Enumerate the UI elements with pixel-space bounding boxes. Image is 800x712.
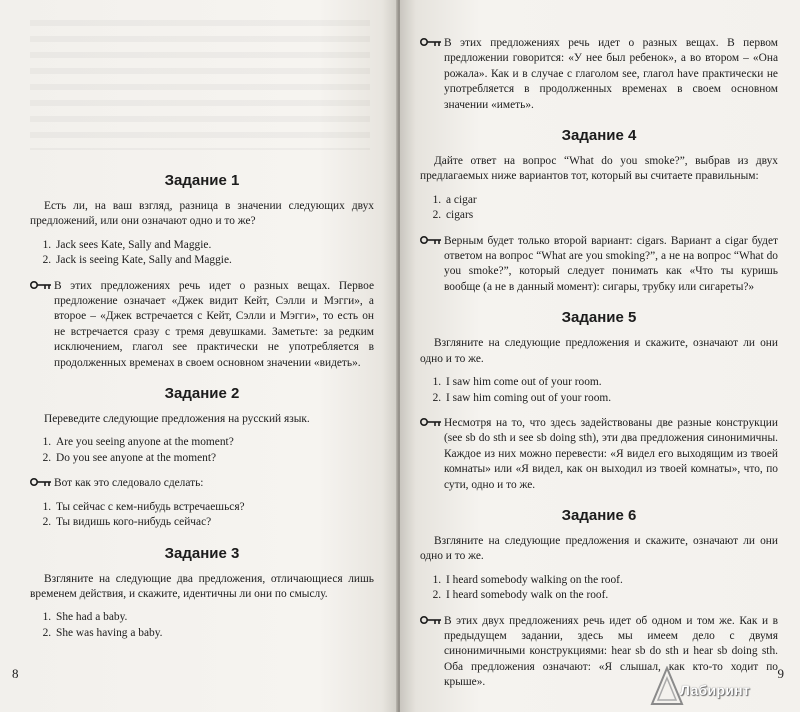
right-page xyxy=(400,0,800,712)
task-3-answer xyxy=(420,36,778,113)
list-item: 1. I saw him come out of your room. xyxy=(444,375,778,390)
list-item: 2. She was having a baby. xyxy=(54,626,374,641)
answer-text: Верным будет только второй вариант: cigars. Вариант a cigar будет ответом на вопрос “What are you smoking?”, а не на вопрос “What do you smoke?”, который следует понимать как «Что ты куришь вообще (а не в данный момент): сигары, трубку или сигареты?» xyxy=(444,234,778,293)
watermark-text: Лабиринт xyxy=(680,682,751,698)
key-icon xyxy=(420,417,442,432)
bleed-through-text xyxy=(30,20,370,150)
page-number-right: 9 xyxy=(777,666,784,681)
task-2-answer xyxy=(30,476,374,491)
task-1-prompt: Есть ли, на ваш взгляд, разница в значении следующих двух предложений, или они означают одно и то же? xyxy=(30,200,374,228)
task-1-list xyxy=(30,238,374,269)
task-4-list xyxy=(420,193,778,224)
task-2-list xyxy=(30,435,374,466)
task-6 xyxy=(420,507,778,691)
task-4-answer xyxy=(420,234,778,296)
task-4-title: Задание 4 xyxy=(561,127,637,145)
task-5-title: Задание 5 xyxy=(561,309,637,327)
labyrinth-logo-icon xyxy=(650,666,684,706)
task-6-title: Задание 6 xyxy=(561,506,637,524)
key-icon xyxy=(30,477,52,492)
task-5-answer xyxy=(420,416,778,493)
list-item: 2. Jack is seeing Kate, Sally and Maggie. xyxy=(54,253,374,268)
key-icon xyxy=(30,280,52,295)
task-2-answer-list xyxy=(30,500,374,531)
task-5-list xyxy=(420,375,778,406)
task-3-title: Задание 3 xyxy=(164,544,240,562)
watermark-logo xyxy=(650,666,760,706)
answer-text: В этих двух предложениях речь идет об одном и том же. Как и в предыдущем задании, здесь мы имеем дело с двумя синонимичными конструкциями: hear sb do sth и hear sb doing sth. Оба предложения означают: «Я слышал, как кто-то ходит по крыше». xyxy=(444,614,778,689)
list-item: 2. I heard somebody walk on the roof. xyxy=(444,588,778,603)
answer-intro: Вот как это следовало сделать: xyxy=(54,477,204,490)
task-4 xyxy=(420,127,778,295)
list-item: 1. Jack sees Kate, Sally and Maggie. xyxy=(54,238,374,253)
answer-text: Несмотря на то, что здесь задействованы две разные конструкции (see sb do sth и see sb doing sth), эти два предложения синонимичны. Каждое из них можно перевести: «Я видел его выходящим из твоей комнаты» или «Я видел, как он выходил из твоей комнаты», что, по сути, одно и то же. xyxy=(444,416,778,491)
list-item: 1. Ты сейчас с кем-нибудь встречаешься? xyxy=(54,500,374,515)
task-3-prompt: Взгляните на следующие два предложения, отличающиеся лишь временем действия, и скажите, идентичны ли они по смыслу. xyxy=(30,572,374,600)
list-item: 1. She had a baby. xyxy=(54,610,374,625)
list-item: 1. Are you seeing anyone at the moment? xyxy=(54,435,374,450)
task-1 xyxy=(30,172,374,371)
task-6-list xyxy=(420,573,778,604)
task-1-title: Задание 1 xyxy=(164,172,240,189)
task-5 xyxy=(420,309,778,493)
list-item: 2. Do you see anyone at the moment? xyxy=(54,451,374,466)
task-4-prompt: Дайте ответ на вопрос “What do you smoke?”, выбрав из двух предлагаемых ниже вариантов тот, который вы считаете правильным: xyxy=(420,155,778,183)
task-3 xyxy=(30,545,374,642)
list-item: 2. cigars xyxy=(444,208,778,223)
task-1-answer xyxy=(30,279,374,371)
left-page xyxy=(0,0,398,712)
key-icon xyxy=(420,37,442,52)
task-3-list xyxy=(30,610,374,641)
answer-text: В этих предложениях речь идет о разных вещах. Первое предложение означает «Джек видит Кейт, Сэлли и Мэгги», а второе – «Джек встречается с Кейт, Сэлли и Мэгги», то есть он не встречается сразу с тремя девушками. Заметьте: за редким исключением, глагол see практически не употребляется в продолженных временах в своем основном значении «видеть». xyxy=(54,279,374,369)
list-item: 2. I saw him coming out of your room. xyxy=(444,391,778,406)
key-icon xyxy=(420,615,442,630)
list-item: 1. I heard somebody walking on the roof. xyxy=(444,573,778,588)
task-2 xyxy=(30,385,374,530)
task-6-prompt: Взгляните на следующие предложения и скажите, означают ли они одно и то же. xyxy=(420,534,778,563)
answer-text: В этих предложениях речь идет о разных вещах. В первом предложении говорится: «У нее был ребенок», а во втором – «Она рожала». Как и в случае с глаголом see, глагол have практически не употребляется в продолженных временах в своем основном значении «иметь». xyxy=(444,37,778,111)
list-item: 1. a cigar xyxy=(444,193,778,208)
page-number-left: 8 xyxy=(12,666,19,681)
key-icon xyxy=(420,235,442,250)
task-2-title: Задание 2 xyxy=(164,385,240,403)
list-item: 2. Ты видишь кого-нибудь сейчас? xyxy=(54,515,374,530)
task-2-prompt: Переведите следующие предложения на русский язык. xyxy=(44,413,310,426)
task-5-prompt: Взгляните на следующие предложения и скажите, означают ли они одно и то же. xyxy=(420,337,778,365)
